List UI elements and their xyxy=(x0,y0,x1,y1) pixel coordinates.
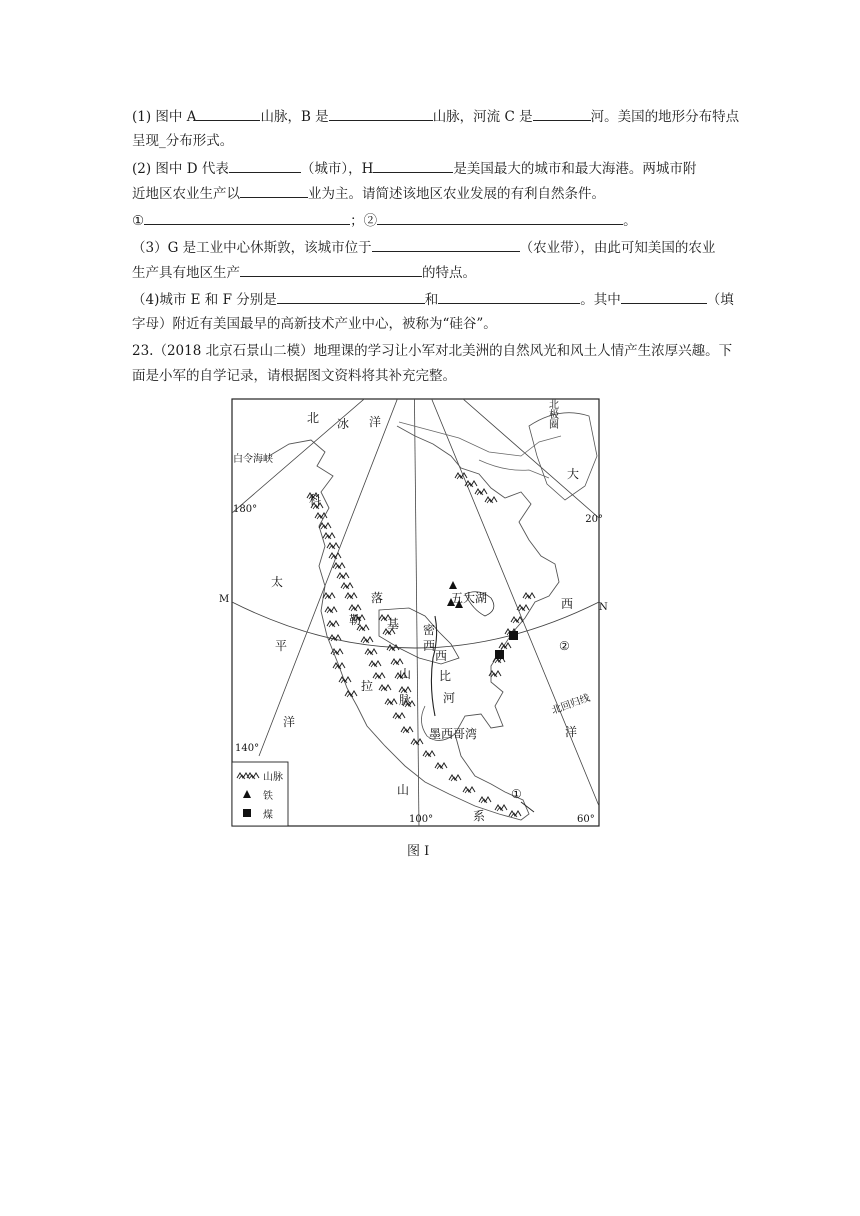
answer-blank-a[interactable] xyxy=(196,106,260,121)
answer-blank-belt[interactable] xyxy=(372,237,520,252)
label-sierra-2: 系 xyxy=(473,809,486,823)
q22-p2-circle-1: ① xyxy=(132,213,145,229)
label-rocky-3: 山 xyxy=(399,667,412,681)
q22-p3-text-b: （农业带），由此可知美国的农业 xyxy=(519,240,716,256)
north-america-map xyxy=(219,396,608,828)
label-bering-strait: 白令海峡 xyxy=(233,454,273,465)
label-arctic-circle-2: 极 xyxy=(549,410,559,421)
legend-coal-label: 煤 xyxy=(263,810,273,821)
q22-p1-text-b: 山脉，B 是 xyxy=(260,109,329,125)
q22-p1-text-a: (1) 图中 A xyxy=(132,109,197,125)
answer-blank-cond2[interactable] xyxy=(377,210,623,225)
label-rocky-4: 脉 xyxy=(399,693,412,707)
q22-p3-text-d: 的特点。 xyxy=(422,265,476,281)
q22-p2-circle-2: ；② xyxy=(350,213,378,229)
answer-blank-b[interactable] xyxy=(329,106,433,121)
answer-blank-d[interactable] xyxy=(229,158,301,173)
label-rocky-1: 落 xyxy=(371,591,384,605)
q22-p3-text-c: 生产具有地区生产 xyxy=(132,265,240,281)
label-sierra-1: 山 xyxy=(397,783,410,797)
q22-p2-end: 。 xyxy=(623,213,637,229)
q22-p2-text-a: (2) 图中 D 代表 xyxy=(132,161,229,177)
answer-blank-f[interactable] xyxy=(438,289,580,304)
answer-blank-e[interactable] xyxy=(277,289,425,304)
label-atlantic-xi: 西 xyxy=(561,597,574,611)
q22-p4-text-c: 。其中 xyxy=(580,292,621,308)
q22-p4-text-a: （4)城市 E 和 F 分别是 xyxy=(132,292,277,308)
label-le: 勒 xyxy=(349,613,362,627)
q23-intro-line1: 23.（2018 北京石景山二模）地理课的学习让小军对北美洲的自然风光和风土人情产生浓厚兴趣。下 xyxy=(132,343,733,359)
q22-part2-line3 xyxy=(132,210,637,231)
q22-part2-line2 xyxy=(132,183,605,204)
answer-blank-c[interactable] xyxy=(533,106,591,121)
legend-coal-icon xyxy=(243,809,251,817)
answer-blank-letter[interactable] xyxy=(621,289,707,304)
label-gulf-of-mexico: 墨西哥湾 xyxy=(429,727,478,741)
label-arctic-3: 洋 xyxy=(369,415,382,429)
label-miss-1: 密 xyxy=(423,623,436,637)
answer-blank-h[interactable] xyxy=(373,158,453,173)
label-lon-140: 140° xyxy=(235,743,260,754)
figure-caption: 图 I xyxy=(407,844,430,859)
label-circle-1: ① xyxy=(511,787,522,801)
label-pacific-ping: 平 xyxy=(275,639,288,653)
label-ke: 科 xyxy=(309,493,322,507)
legend-mountain-label: 山脉 xyxy=(263,772,283,783)
label-pacific-yang: 洋 xyxy=(283,715,296,729)
q22-p3-text-a: （3）G 是工业中心休斯敦，该城市位于 xyxy=(132,240,372,256)
label-lon-60: 60° xyxy=(577,814,595,825)
label-miss-2: 西 xyxy=(423,639,436,653)
label-arctic-circle-1: 北 xyxy=(549,400,559,411)
q22-part1-line1 xyxy=(132,106,739,127)
label-lon-100: 100° xyxy=(409,814,434,825)
q22-p1-text-d: 河。美国的地形分布特点 xyxy=(590,109,740,125)
label-rocky-2: 基 xyxy=(387,617,400,631)
q22-part4-line2: 字母）附近有美国最早的高新技术产业中心，被称为“硅谷”。 xyxy=(132,316,497,332)
label-atlantic-da: 大 xyxy=(567,467,580,481)
q22-p2-text-c: 是美国最大的城市和最大海港。两城市附 xyxy=(453,161,697,177)
label-la: 拉 xyxy=(361,679,374,693)
legend-iron-label: 铁 xyxy=(263,791,273,802)
label-atlantic-yang: 洋 xyxy=(565,725,578,739)
label-lon-20: 20° xyxy=(585,514,603,525)
answer-blank-cond1[interactable] xyxy=(144,210,350,225)
q22-part2-line1 xyxy=(132,158,696,179)
q22-part3-line2 xyxy=(132,262,476,283)
answer-blank-agri[interactable] xyxy=(240,183,308,198)
label-point-m: M xyxy=(219,594,230,605)
label-miss-4: 比 xyxy=(439,669,452,683)
q22-part3-line1 xyxy=(132,237,715,258)
q23-intro-line2: 面是小军的自学记录，请根据图文资料将其补充完整。 xyxy=(132,368,456,384)
label-arctic-circle-3: 圈 xyxy=(549,420,559,431)
label-circle-2: ② xyxy=(559,639,570,653)
q22-p4-text-b: 和 xyxy=(424,292,439,308)
coal-marker xyxy=(495,650,504,659)
q22-p2-text-b: （城市），H xyxy=(300,161,374,177)
label-pacific-tai: 太 xyxy=(271,575,284,589)
q22-p1-text-c: 山脉，河流 C 是 xyxy=(432,109,533,125)
coal-marker xyxy=(509,631,518,640)
label-miss-3: 西 xyxy=(435,649,448,663)
map-legend xyxy=(232,762,288,826)
q22-p4-text-d: （填 xyxy=(706,292,734,308)
q22-part4-line1 xyxy=(132,289,734,310)
answer-blank-feature[interactable] xyxy=(240,262,422,277)
label-arctic-1: 北 xyxy=(307,411,320,425)
label-arctic-2: 冰 xyxy=(337,417,350,431)
label-point-n: N xyxy=(599,602,608,613)
label-tropic: 北回归线 xyxy=(550,692,592,717)
label-great-lakes: 五大湖 xyxy=(451,591,488,605)
label-miss-5: 河 xyxy=(443,691,456,705)
q22-part1-line2: 呈现_分布形式。 xyxy=(132,133,234,149)
label-lon-180: 180° xyxy=(233,504,258,515)
q22-p2-text-d: 近地区农业生产以 xyxy=(132,186,240,202)
q22-p2-text-e: 业为主。请简述该地区农业发展的有利自然条件。 xyxy=(308,186,605,202)
